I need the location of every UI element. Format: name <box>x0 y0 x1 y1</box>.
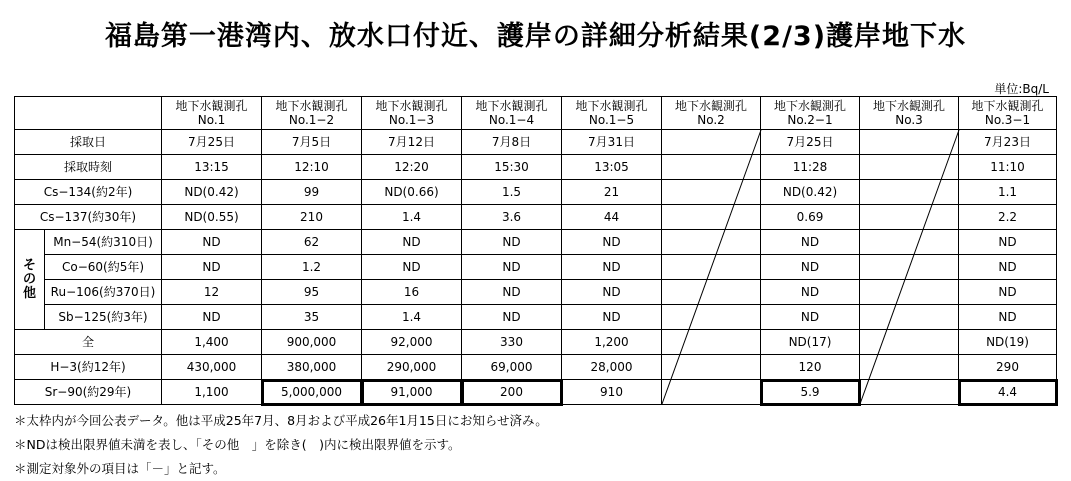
column-header-line2: No.1−5 <box>588 113 635 127</box>
value-cell: 330 <box>462 330 562 355</box>
column-header-line1: 地下水観測孔 <box>872 99 945 113</box>
not-measured-cell <box>860 130 959 155</box>
column-header-line1: 地下水観測孔 <box>575 99 648 113</box>
table-row <box>15 355 1057 380</box>
row-label: Co−60(約5年) <box>45 255 162 280</box>
table-row <box>15 205 1057 230</box>
row-label: Sb−125(約3年) <box>45 305 162 330</box>
value-cell: 7月8日 <box>462 130 562 155</box>
table-row <box>15 180 1057 205</box>
value-cell: 290 <box>959 355 1057 380</box>
value-cell: ND(0.42) <box>761 180 860 205</box>
value-cell: ND <box>959 280 1057 305</box>
row-label: Ru−106(約370日) <box>45 280 162 305</box>
column-header <box>362 97 462 130</box>
not-measured-cell <box>662 205 761 230</box>
value-cell: 62 <box>262 230 362 255</box>
value-cell: 13:15 <box>162 155 262 180</box>
value-cell: 380,000 <box>262 355 362 380</box>
other-group-label: そ の 他 <box>15 230 45 330</box>
value-cell: ND <box>761 280 860 305</box>
value-cell: 910 <box>562 380 662 405</box>
value-cell: ND <box>362 230 462 255</box>
column-header-line2: No.2−1 <box>787 113 833 127</box>
column-header-line2: No.3 <box>895 113 923 127</box>
unit-label: 単位:Bq/L <box>994 82 1049 96</box>
value-cell: 900,000 <box>262 330 362 355</box>
column-header-line1: 地下水観測孔 <box>275 99 348 113</box>
table-row <box>15 155 1057 180</box>
footnotes <box>14 409 548 481</box>
table-row <box>15 380 1057 405</box>
value-cell: ND <box>562 305 662 330</box>
not-measured-cell <box>662 280 761 305</box>
column-header-line1: 地下水観測孔 <box>773 99 846 113</box>
value-cell: 7月12日 <box>362 130 462 155</box>
value-cell: 21 <box>562 180 662 205</box>
value-cell: ND(0.66) <box>362 180 462 205</box>
value-cell: 5,000,000 <box>262 380 362 405</box>
value-cell: 7月25日 <box>162 130 262 155</box>
row-label: 採取時刻 <box>15 155 162 180</box>
value-cell: 5.9 <box>761 380 860 405</box>
value-cell: 7月31日 <box>562 130 662 155</box>
value-cell: 16 <box>362 280 462 305</box>
column-header <box>959 97 1057 130</box>
not-measured-cell <box>662 355 761 380</box>
not-measured-cell <box>860 205 959 230</box>
value-cell: ND <box>761 305 860 330</box>
column-header <box>162 97 262 130</box>
not-measured-cell <box>860 180 959 205</box>
value-cell: 1.2 <box>262 255 362 280</box>
value-cell: 92,000 <box>362 330 462 355</box>
row-label: 全 <box>15 330 162 355</box>
value-cell: 430,000 <box>162 355 262 380</box>
value-cell: 35 <box>262 305 362 330</box>
value-cell: ND <box>362 255 462 280</box>
footnote-2: ＊NDは検出限界値未満を表し、「その他 」を除き( )内に検出限界値を示す。 <box>14 437 461 452</box>
value-cell: 7月5日 <box>262 130 362 155</box>
value-cell: ND <box>959 305 1057 330</box>
table-row <box>15 230 1057 255</box>
column-header-line1: 地下水観測孔 <box>175 99 248 113</box>
not-measured-cell <box>662 380 761 405</box>
value-cell: 1,100 <box>162 380 262 405</box>
value-cell: 1.1 <box>959 180 1057 205</box>
results-table <box>14 96 1057 405</box>
column-header-line2: No.1−3 <box>388 113 435 127</box>
value-cell: ND <box>761 255 860 280</box>
value-cell: ND <box>162 230 262 255</box>
value-cell: 13:05 <box>562 155 662 180</box>
table-row <box>15 130 1057 155</box>
column-header-line2: No.1−2 <box>288 113 335 127</box>
column-header-line2: No.3−1 <box>984 113 1031 127</box>
value-cell: ND <box>462 305 562 330</box>
not-measured-cell <box>860 255 959 280</box>
row-label: H−3(約12年) <box>15 355 162 380</box>
value-cell: 12:20 <box>362 155 462 180</box>
value-cell: 99 <box>262 180 362 205</box>
not-measured-cell <box>860 380 959 405</box>
value-cell: ND(0.42) <box>162 180 262 205</box>
column-header-line2: No.1−4 <box>488 113 535 127</box>
value-cell: ND(17) <box>761 330 860 355</box>
column-header <box>562 97 662 130</box>
value-cell: 12 <box>162 280 262 305</box>
value-cell: 1.5 <box>462 180 562 205</box>
value-cell: 15:30 <box>462 155 562 180</box>
column-header-line1: 地下水観測孔 <box>375 99 448 113</box>
column-header-line1: 地下水観測孔 <box>971 99 1044 113</box>
value-cell: ND <box>562 255 662 280</box>
not-measured-cell <box>662 305 761 330</box>
value-cell: 7月25日 <box>761 130 860 155</box>
value-cell: ND <box>462 280 562 305</box>
column-header-line2: No.2 <box>697 113 725 127</box>
not-measured-cell <box>860 155 959 180</box>
value-cell: 95 <box>262 280 362 305</box>
value-cell: 0.69 <box>761 205 860 230</box>
table-row <box>15 305 1057 330</box>
value-cell: ND <box>761 230 860 255</box>
not-measured-cell <box>662 155 761 180</box>
not-measured-cell <box>860 305 959 330</box>
page-title: 福島第一港湾内、放水口付近、護岸の詳細分析結果(2/3)護岸地下水 <box>104 21 967 52</box>
column-header <box>462 97 562 130</box>
not-measured-cell <box>860 330 959 355</box>
row-label: Sr−90(約29年) <box>15 380 162 405</box>
value-cell: 69,000 <box>462 355 562 380</box>
column-header <box>662 97 761 130</box>
value-cell: 11:10 <box>959 155 1057 180</box>
not-measured-cell <box>860 355 959 380</box>
value-cell: 11:28 <box>761 155 860 180</box>
value-cell: 1,200 <box>562 330 662 355</box>
not-measured-cell <box>662 330 761 355</box>
value-cell: ND(19) <box>959 330 1057 355</box>
value-cell: ND <box>959 255 1057 280</box>
value-cell: 200 <box>462 380 562 405</box>
row-label: Cs−137(約30年) <box>15 205 162 230</box>
value-cell: ND <box>162 305 262 330</box>
value-cell: 1,400 <box>162 330 262 355</box>
value-cell: ND(0.55) <box>162 205 262 230</box>
value-cell: ND <box>562 280 662 305</box>
footnote-1: ＊太枠内が今回公表データ。他は平成25年7月、8月および平成26年1月15日にお知らせ済み。 <box>14 413 548 428</box>
not-measured-cell <box>662 230 761 255</box>
value-cell: 2.2 <box>959 205 1057 230</box>
column-header <box>761 97 860 130</box>
row-label: Mn−54(約310日) <box>45 230 162 255</box>
header-row <box>15 97 1057 130</box>
not-measured-cell <box>662 130 761 155</box>
corner-cell <box>15 97 162 130</box>
column-header <box>262 97 362 130</box>
table-row <box>15 280 1057 305</box>
footnote-3: ＊測定対象外の項目は「－」と記す。 <box>14 461 226 476</box>
not-measured-cell <box>662 255 761 280</box>
value-cell: 7月23日 <box>959 130 1057 155</box>
value-cell: 1.4 <box>362 305 462 330</box>
value-cell: 3.6 <box>462 205 562 230</box>
not-measured-cell <box>860 280 959 305</box>
value-cell: 4.4 <box>959 380 1057 405</box>
value-cell: 28,000 <box>562 355 662 380</box>
value-cell: ND <box>959 230 1057 255</box>
value-cell: 91,000 <box>362 380 462 405</box>
column-header-line2: No.1 <box>197 113 226 127</box>
table-row <box>15 330 1057 355</box>
table-row <box>15 255 1057 280</box>
value-cell: 210 <box>262 205 362 230</box>
row-label: Cs−134(約2年) <box>15 180 162 205</box>
value-cell: ND <box>462 230 562 255</box>
not-measured-cell <box>662 180 761 205</box>
value-cell: ND <box>162 255 262 280</box>
value-cell: 120 <box>761 355 860 380</box>
value-cell: 44 <box>562 205 662 230</box>
column-header <box>860 97 959 130</box>
not-measured-cell <box>860 230 959 255</box>
row-label: 採取日 <box>15 130 162 155</box>
column-header-line1: 地下水観測孔 <box>475 99 548 113</box>
value-cell: 1.4 <box>362 205 462 230</box>
value-cell: 290,000 <box>362 355 462 380</box>
column-header-line1: 地下水観測孔 <box>674 99 747 113</box>
value-cell: 12:10 <box>262 155 362 180</box>
value-cell: ND <box>562 230 662 255</box>
value-cell: ND <box>462 255 562 280</box>
